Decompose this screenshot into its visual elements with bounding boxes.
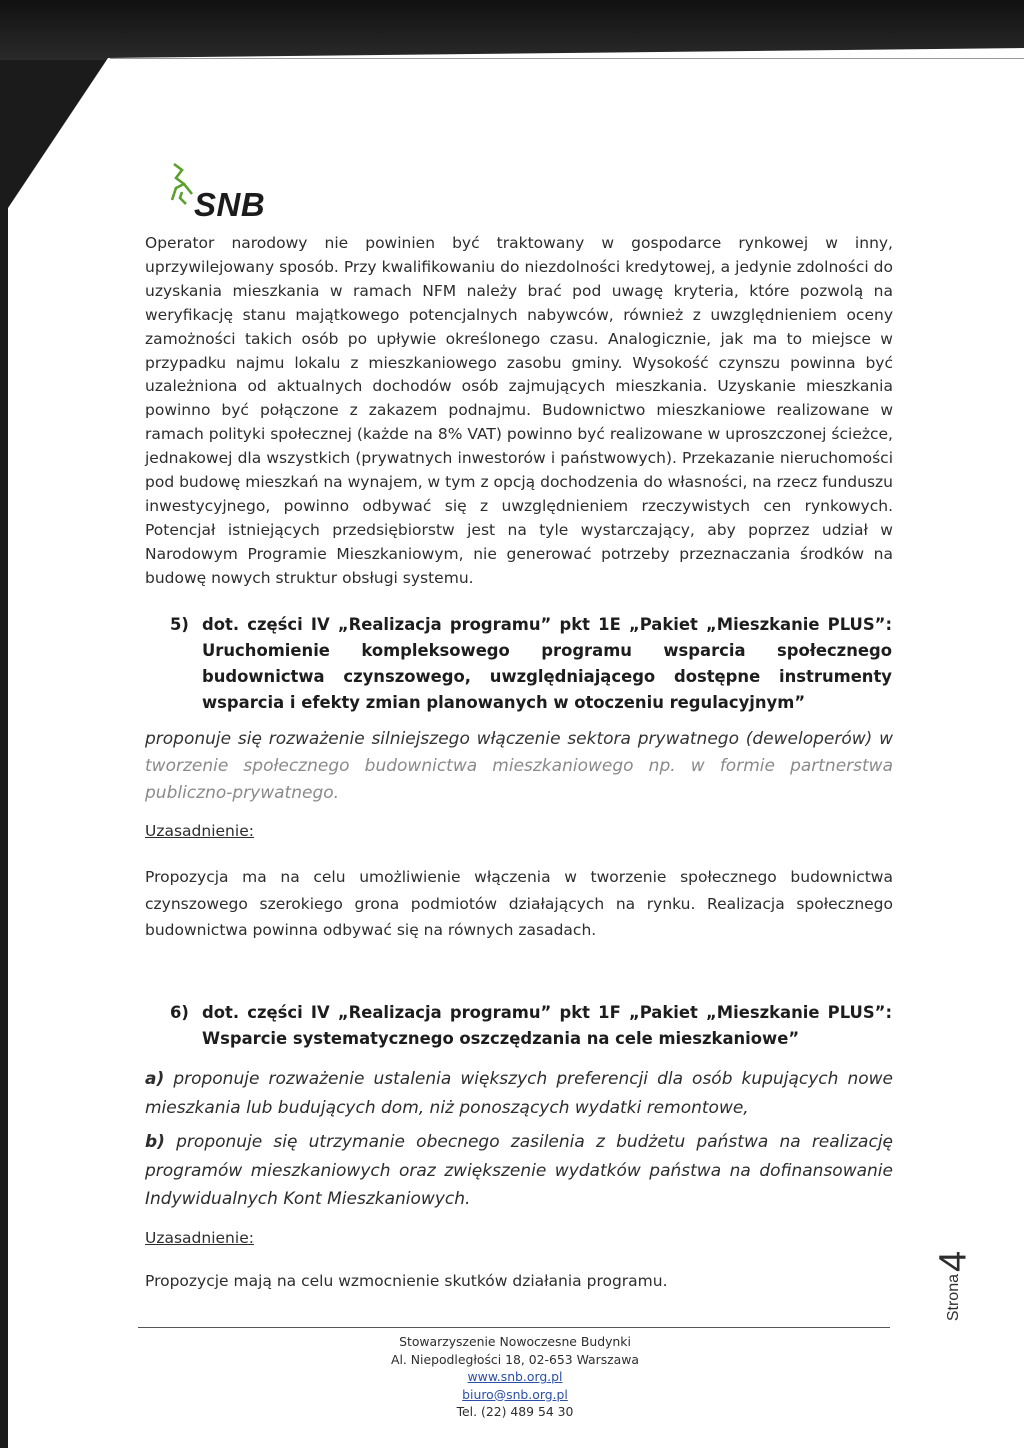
page-number: [926, 1236, 982, 1336]
section-5-proposal-faded: tworzenie społecznego budownictwa mieszkaniowego np. w formie partnerstwa publiczno-prywatnego.: [145, 756, 893, 803]
item-b-text: proponuje się utrzymanie obecnego zasilenia z budżetu państwa na realizację programów mieszkaniowych oraz zwiększenie wydatków państwa na dofinansowanie Indywidualnych Kont Mieszkaniowych.: [145, 1132, 893, 1209]
snb-logo: [162, 158, 282, 228]
page-number-label: Strona: [945, 1274, 962, 1322]
section-6-heading-text: dot. części IV „Realizacja programu” pkt 1F „Pakiet „Mieszkanie PLUS”: Wsparcie systematycznego oszczędzania na cele mieszkaniowe”: [202, 1003, 892, 1048]
footer-email-link[interactable]: biuro@snb.org.pl: [462, 1386, 568, 1402]
footer: [330, 1333, 700, 1421]
section-5-number: 5): [170, 615, 189, 634]
logo-text: SNB: [194, 186, 266, 223]
footer-divider: [138, 1327, 890, 1328]
section-6-item-b: [145, 1128, 893, 1214]
section-5-proposal: [145, 726, 893, 807]
section-6-item-a: [145, 1065, 893, 1122]
section-5-justification-label: Uzasadnienie:: [145, 822, 254, 840]
section-6-justification-label: Uzasadnienie:: [145, 1229, 254, 1247]
section-6-number: 6): [170, 1003, 189, 1022]
footer-phone: Tel. (22) 489 54 30: [456, 1404, 574, 1419]
footer-address: Al. Niepodległości 18, 02-653 Warszawa: [390, 1351, 640, 1367]
item-a-text: proponuje rozważenie ustalenia większych preferencji dla osób kupujących nowe mieszkania lub budujących dom, niż ponoszących wydatki remontowe,: [145, 1069, 894, 1118]
section-5-proposal-main: proponuje się rozważenie silniejszego włączenie sektora prywatnego (deweloperów) w: [145, 729, 893, 749]
section-5-heading: [170, 612, 892, 716]
section-6-heading: [170, 1000, 892, 1052]
page-number-digit: 4: [932, 1250, 975, 1272]
item-a-label: a): [145, 1069, 165, 1089]
footer-org: Stowarzyszenie Nowoczesne Budynki: [399, 1334, 631, 1349]
section-6-justification: Propozycje mają na celu wzmocnienie skutków działania programu.: [145, 1272, 668, 1290]
intro-paragraph: Operator narodowy nie powinien być traktowany w gospodarce rynkowej w inny, uprzywilejowany sposób. Przy kwalifikowaniu do niezdolności kredytowej, a jedynie zdolności do uzyskania mieszkania w ramach NFM należy brać pod uwagę kryteria, które pozwolą na weryfikację stanu majątkowego potencjalnych nabywców, również z uwzględnieniem oceny zamożności takich osób po upływie określonego czasu. Analogicznie, jak ma to miejsce w przypadku najmu lokalu z mieszkaniowego zasobu gminy. Wysokość czynszu powinna być uzależniona od aktualnych dochodów osób zajmujących mieszkania. Uzyskanie mieszkania powinno być połączone z zakazem podnajmu. Budownictwo mieszkaniowe realizowane w ramach polityki społecznej (każde na 8% VAT) powinno być realizowane w uproszczonej ścieżce, jednakowej dla wszystkich (prywatnych inwestorów i państwowych). Przekazanie nieruchomości pod budowę mieszkań na wynajem, w tym z opcją dochodzenia do własności, na rzecz funduszu inwestycyjnego, powinno odbywać się z uwzględnieniem rzeczywistych cen rynkowych. Potencjał istniejących przedsiębiorstw jest na tyle wystarczający, aby poprzez udział w Narodowym Programie Mieszkaniowym, nie generować potrzeby przeznaczania środków na budowę nowych struktur obsługi systemu.: [145, 234, 893, 587]
item-b-label: b): [145, 1132, 165, 1152]
footer-website-link[interactable]: www.snb.org.pl: [467, 1369, 563, 1384]
section-5-heading-text: dot. części IV „Realizacja programu” pkt 1E „Pakiet „Mieszkanie PLUS”: Uruchomienie kompleksowego programu wsparcia społecznego budownictwa czynszowego, uwzględniającego dostępne instrumenty wsparcia i efekty zmian planowanych w otoczeniu regulacyjnym”: [202, 615, 892, 712]
section-5-justification: Propozycja ma na celu umożliwienie włączenia w tworzenie społecznego budownictwa czynszowego szerokiego grona podmiotów działających na rynku. Realizacja społecznego budownictwa powinna odbywać się na równych zasadach.: [145, 868, 893, 939]
scan-edge-line: [110, 58, 1024, 59]
